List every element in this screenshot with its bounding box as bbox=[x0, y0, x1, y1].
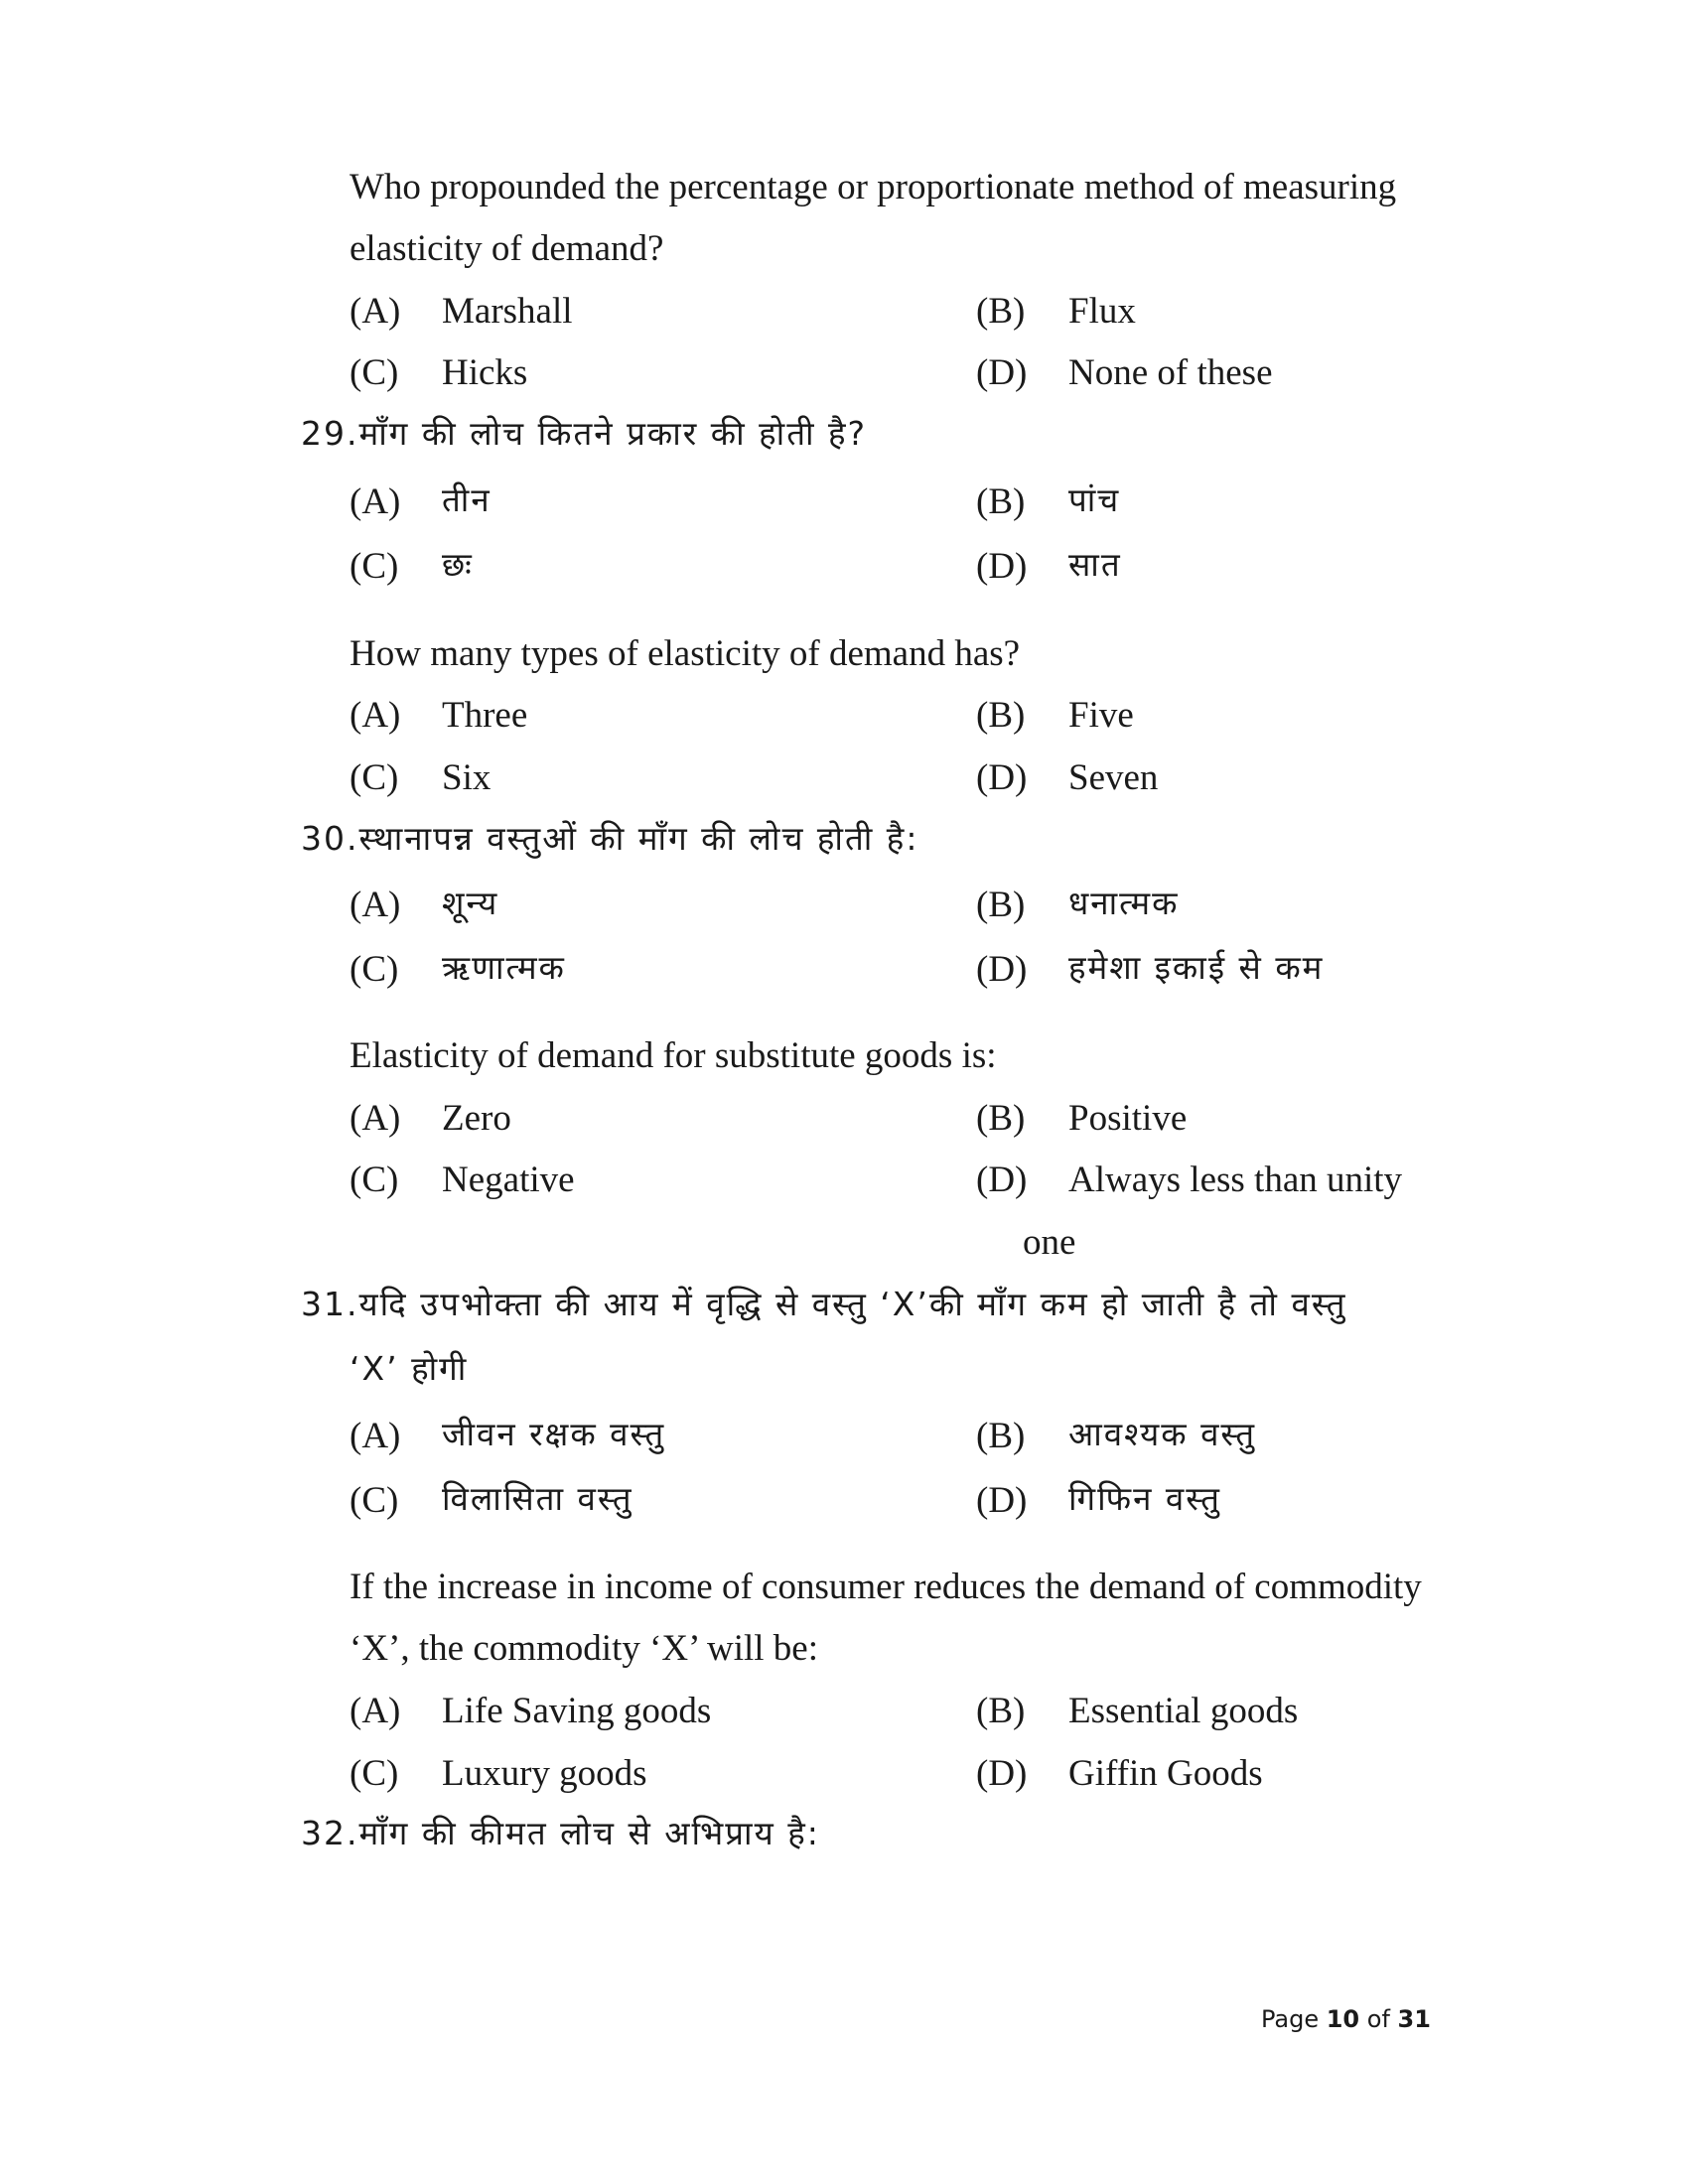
option-text-q30en: Negative bbox=[442, 1160, 575, 1200]
question-text-q30en-0: Elasticity of demand for substitute goods is: bbox=[350, 1035, 997, 1076]
option-text-q29en: Seven bbox=[1068, 757, 1159, 798]
option-label-q29en: (D) bbox=[976, 757, 1028, 798]
option-label-q31hi: (D) bbox=[976, 1480, 1028, 1521]
question-text-q31hi-0: 31.यदि उपभोक्ता की आय में वृद्धि से वस्तु ‘X’की माँग कम हो जाती है तो वस्तु bbox=[301, 1285, 1347, 1323]
option-label-q31en: (B) bbox=[976, 1691, 1026, 1731]
option-label-q29hi: (D) bbox=[976, 546, 1028, 587]
current-page-number: 10 bbox=[1326, 2005, 1360, 2033]
option-text-q30en: Zero bbox=[442, 1098, 511, 1139]
option-label-q28en: (D) bbox=[976, 352, 1028, 393]
option-label-q31hi: (A) bbox=[350, 1416, 401, 1456]
option-label-q29hi: (C) bbox=[350, 546, 399, 587]
option-text-q31hi: गिफिन वस्तु bbox=[1068, 1479, 1221, 1518]
option-text-q31hi: विलासिता वस्तु bbox=[442, 1479, 633, 1518]
option-text-q29en: Six bbox=[442, 757, 492, 798]
question-text-q28en-1: elasticity of demand? bbox=[350, 228, 664, 269]
option-text-q29en: Five bbox=[1068, 695, 1134, 736]
option-label-q31en: (D) bbox=[976, 1753, 1028, 1794]
option-label-q30hi: (A) bbox=[350, 885, 401, 925]
option-text-q28en: None of these bbox=[1068, 352, 1273, 393]
option-text-q31en: Luxury goods bbox=[442, 1753, 647, 1794]
option-label-q28en: (A) bbox=[350, 291, 401, 332]
option-label-q31hi: (B) bbox=[976, 1416, 1026, 1456]
question-text-q29en-0: How many types of elasticity of demand has? bbox=[350, 633, 1021, 674]
question-text-q32hi-0: 32.माँग की कीमत लोच से अभिप्राय है: bbox=[301, 1814, 820, 1852]
option-label-q29hi: (A) bbox=[350, 481, 401, 522]
option-text-q28en: Marshall bbox=[442, 291, 573, 332]
option-label-q30en: (D) bbox=[976, 1160, 1028, 1200]
page-footer bbox=[1261, 2005, 1431, 2033]
option-label-q31en: (C) bbox=[350, 1753, 399, 1794]
option-text-q29hi: छः bbox=[442, 545, 474, 584]
option-text-q29en: Three bbox=[442, 695, 528, 736]
option-label-q31hi: (C) bbox=[350, 1480, 399, 1521]
option-label-q30en: (A) bbox=[350, 1098, 401, 1139]
option-label-q30hi: (D) bbox=[976, 949, 1028, 990]
option-text-q28en: Hicks bbox=[442, 352, 528, 393]
option-label-q28en: (B) bbox=[976, 291, 1026, 332]
option-text-q31hi: आवश्यक वस्तु bbox=[1068, 1415, 1257, 1453]
question-text-q31en-1: ‘X’, the commodity ‘X’ will be: bbox=[350, 1628, 818, 1669]
option-text-q28en: Flux bbox=[1068, 291, 1136, 332]
total-pages: 31 bbox=[1397, 2005, 1431, 2033]
option-label-q29en: (A) bbox=[350, 695, 401, 736]
option-text-q30hi: धनात्मक bbox=[1068, 884, 1180, 922]
option-continuation-q30en: one bbox=[1023, 1222, 1076, 1263]
option-text-q30en: Positive bbox=[1068, 1098, 1188, 1139]
option-text-q29hi: तीन bbox=[442, 480, 492, 519]
option-text-q31en: Giffin Goods bbox=[1068, 1753, 1263, 1794]
option-label-q29en: (C) bbox=[350, 757, 399, 798]
question-text-q28en-0: Who propounded the percentage or proportionate method of measuring bbox=[350, 167, 1397, 207]
question-text-q29hi-0: 29.माँग की लोच कितने प्रकार की होती है? bbox=[301, 414, 868, 453]
option-label-q30hi: (C) bbox=[350, 949, 399, 990]
footer-mid: of bbox=[1359, 2005, 1398, 2033]
option-text-q31en: Essential goods bbox=[1068, 1691, 1299, 1731]
question-text-q30hi-0: 30.स्थानापन्न वस्तुओं की माँग की लोच होती है: bbox=[301, 819, 919, 858]
option-text-q29hi: सात bbox=[1068, 545, 1122, 584]
option-label-q30hi: (B) bbox=[976, 885, 1026, 925]
option-text-q30en: Always less than unity bbox=[1068, 1160, 1403, 1200]
option-text-q31en: Life Saving goods bbox=[442, 1691, 712, 1731]
option-text-q29hi: पांच bbox=[1068, 480, 1121, 519]
question-text-q31hi-1: ‘X’ होगी bbox=[350, 1349, 469, 1388]
option-text-q31hi: जीवन रक्षक वस्तु bbox=[442, 1415, 666, 1453]
option-label-q31en: (A) bbox=[350, 1691, 401, 1731]
option-label-q30en: (C) bbox=[350, 1160, 399, 1200]
option-label-q29hi: (B) bbox=[976, 481, 1026, 522]
option-label-q30en: (B) bbox=[976, 1098, 1026, 1139]
option-label-q29en: (B) bbox=[976, 695, 1026, 736]
option-text-q30hi: हमेशा इकाई से कम bbox=[1068, 948, 1325, 987]
option-text-q30hi: शून्य bbox=[442, 884, 499, 922]
option-label-q28en: (C) bbox=[350, 352, 399, 393]
footer-prefix: Page bbox=[1261, 2005, 1327, 2033]
option-text-q30hi: ऋणात्मक bbox=[442, 948, 566, 987]
question-text-q31en-0: If the increase in income of consumer reduces the demand of commodity bbox=[350, 1567, 1422, 1607]
